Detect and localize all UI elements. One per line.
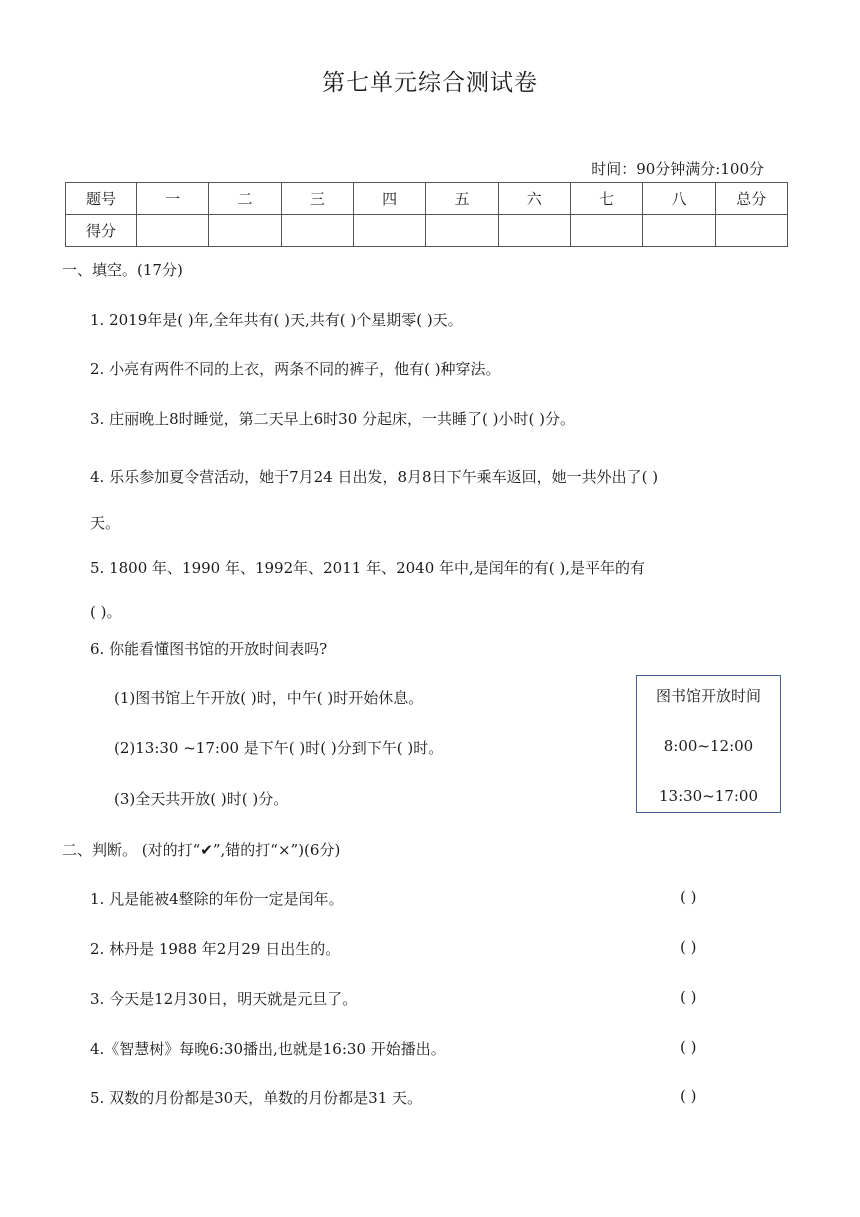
score-cell[interactable] [643,215,715,247]
judgment-answer-paren[interactable]: ( ) [680,1087,697,1105]
score-table [65,182,788,247]
question-1-5-line2: ( )。 [90,603,122,621]
question-1-4-line1: 4. 乐乐参加夏令营活动，她于7月24 日出发，8月8日下午乘车返回，她一共外出了( ) [90,468,659,486]
question-1-1: 1. 2019年是( )年,全年共有( )天,共有( )个星期零( )天。 [90,311,463,329]
question-1-6: 6. 你能看懂图书馆的开放时间表吗? [90,640,328,658]
question-1-3: 3. 庄丽晚上8时睡觉，第二天早上6时30 分起床，一共睡了( )小时( )分。 [90,410,575,428]
score-row-label: 得分 [66,215,137,247]
question-1-6-sub1: (1)图书馆上午开放( )时，中午( )时开始休息。 [114,689,424,707]
score-table-header-row [66,183,788,215]
judgment-answer-paren[interactable]: ( ) [680,1038,697,1056]
judgment-item: 5. 双数的月份都是30天，单数的月份都是31 天。 [90,1089,423,1107]
score-header-cell: 三 [281,183,353,215]
question-1-4-line2: 天。 [90,514,121,532]
judgment-answer-paren[interactable]: ( ) [680,938,697,956]
section2-heading: 二、判断。 (对的打“✔”,错的打“×”)(6分) [62,841,341,859]
question-1-2: 2. 小亮有两件不同的上衣，两条不同的裤子，他有( )种穿法。 [90,360,501,378]
score-header-cell: 六 [498,183,570,215]
score-header-cell: 题号 [66,183,137,215]
library-schedule-box [636,675,781,813]
schedule-title: 图书馆开放时间 [655,687,761,705]
question-1-5-line1: 5. 1800 年、1990 年、1992年、2011 年、2040 年中,是闰年的有( ),是平年的有 [90,559,646,577]
judgment-item: 1. 凡是能被4整除的年份一定是闰年。 [90,890,344,908]
score-header-cell: 一 [137,183,209,215]
page-title: 第七单元综合测试卷 [322,70,538,96]
judgment-answer-paren[interactable]: ( ) [680,988,697,1006]
question-1-6-sub3: (3)全天共开放( )时( )分。 [114,790,289,808]
score-cell[interactable] [209,215,281,247]
time-info: 时间：90分钟满分:100分 [591,160,764,178]
score-cell[interactable] [570,215,642,247]
score-header-cell: 七 [570,183,642,215]
score-cell[interactable] [426,215,498,247]
judgment-item: 3. 今天是12月30日，明天就是元旦了。 [90,990,358,1008]
score-cell[interactable] [498,215,570,247]
question-1-6-sub2: (2)13:30 ~17:00 是下午( )时( )分到下午( )时。 [114,739,444,757]
score-cell[interactable] [353,215,425,247]
score-header-cell: 五 [426,183,498,215]
judgment-item: 2. 林丹是 1988 年2月29 日出生的。 [90,940,341,958]
score-header-cell: 总分 [715,183,787,215]
schedule-morning: 8:00~12:00 [663,737,754,755]
score-cell[interactable] [715,215,787,247]
judgment-answer-paren[interactable]: ( ) [680,888,697,906]
score-cell[interactable] [281,215,353,247]
score-header-cell: 四 [353,183,425,215]
score-header-cell: 八 [643,183,715,215]
score-cell[interactable] [137,215,209,247]
score-table-score-row [66,215,788,247]
section1-heading: 一、填空。(17分) [62,261,183,279]
score-header-cell: 二 [209,183,281,215]
judgment-item: 4.《智慧树》每晚6:30播出,也就是16:30 开始播出。 [90,1040,446,1058]
schedule-afternoon: 13:30~17:00 [658,787,759,805]
